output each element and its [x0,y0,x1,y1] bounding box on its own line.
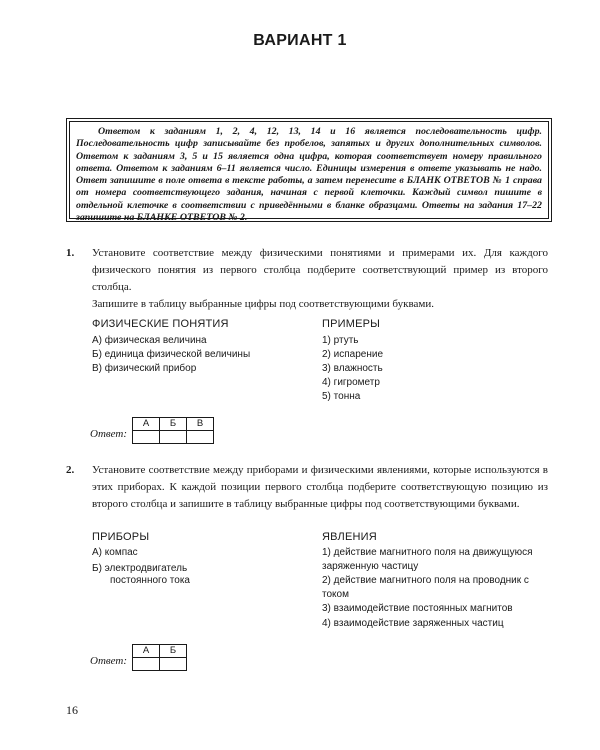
answer-cell[interactable] [160,431,187,444]
answer-col-header: А [133,418,160,431]
task-1-left-header: ФИЗИЧЕСКИЕ ПОНЯТИЯ [92,318,229,330]
task-1-number: 1. [66,247,75,259]
instructions-text: Ответом к заданиям 1, 2, 4, 12, 13, 14 и 16 является последовательность цифр. Последовательность цифр записывайте без пробелов, запятых и других дополнительных символов. Ответом к заданиям 3, 5 и 15 является одна цифра, которая соответствует номеру правильного ответа. Ответом к заданиям 6–11 является число. Единицы измерения в ответе указывать не надо. Ответ запишите в поле ответа в тексте работы, а затем перенесите в БЛАНК ОТВЕТОВ № 1 справа от номера соответствующего задания, начиная с первой клеточки. Каждый символ пишите в отдельной клеточке в соответствии с приведёнными в бланке образцами. Ответы на задания 17–22 запишите на БЛАНКЕ ОТВЕТОВ № 2. [69,121,549,219]
answer-cell[interactable] [133,431,160,444]
task-2-left-item: Б) электродвигатель [92,563,188,574]
task-1-left-item: А) физическая величина [92,335,207,346]
task-1-right-item: 4) гигрометр [322,377,380,388]
page-number: 16 [66,703,78,717]
task-1-answer-label: Ответ: [90,428,128,440]
task-1-right-item: 1) ртуть [322,335,359,346]
answer-col-header: А [133,645,160,658]
instructions-box [66,118,552,222]
task-1-left-item: Б) единица физической величины [92,349,251,360]
task-1-right-header: ПРИМЕРЫ [322,318,381,330]
answer-cell[interactable] [187,431,214,444]
task-1-right-item: 5) тонна [322,391,361,402]
page-title: ВАРИАНТ 1 [253,32,347,49]
answer-col-header: Б [160,645,187,658]
task-1-instruction: Запишите в таблицу выбранные цифры под соответствующими буквами. [92,298,434,310]
answer-cell[interactable] [160,658,187,671]
task-2-answer-table [132,644,187,671]
task-2-right-item: 2) действие магнитного поля на проводник с током [322,575,529,600]
task-1-left-item: В) физический прибор [92,363,197,374]
task-1-right-item: 3) влажность [322,363,383,374]
answer-col-header: В [187,418,214,431]
answer-cell[interactable] [133,658,160,671]
task-2-right-item: 1) действие магнитного поля на движущуюся заряженную частицу [322,547,533,572]
task-2-left-item-cont: постоянного тока [110,575,190,586]
task-2-answer-label: Ответ: [90,655,128,667]
task-1-right-item: 2) испарение [322,349,384,360]
task-1-answer-table [132,417,214,444]
task-2-left-header: ПРИБОРЫ [92,531,150,543]
answer-col-header: Б [160,418,187,431]
task-2-text: Установите соответствие между приборами и физическими явлениями, которые используются в этих приборах. К каждой позиции первого столбца подберите соответствующую позицию из второго столбца и запишите в таблицу выбранные цифры под соответствующими буквами. [92,464,548,510]
task-1-text: Установите соответствие между физическими понятиями и примерами их. Для каждого физического понятия из первого столбца подберите соответствующий пример из второго столбца. [92,247,548,293]
task-2-left-item: А) компас [92,547,138,558]
task-2-right-item: 4) взаимодействие заряженных частиц [322,618,504,629]
task-2-number: 2. [66,464,75,476]
task-2-right-item: 3) взаимодействие постоянных магнитов [322,603,513,614]
task-2-right-header: ЯВЛЕНИЯ [322,531,377,543]
